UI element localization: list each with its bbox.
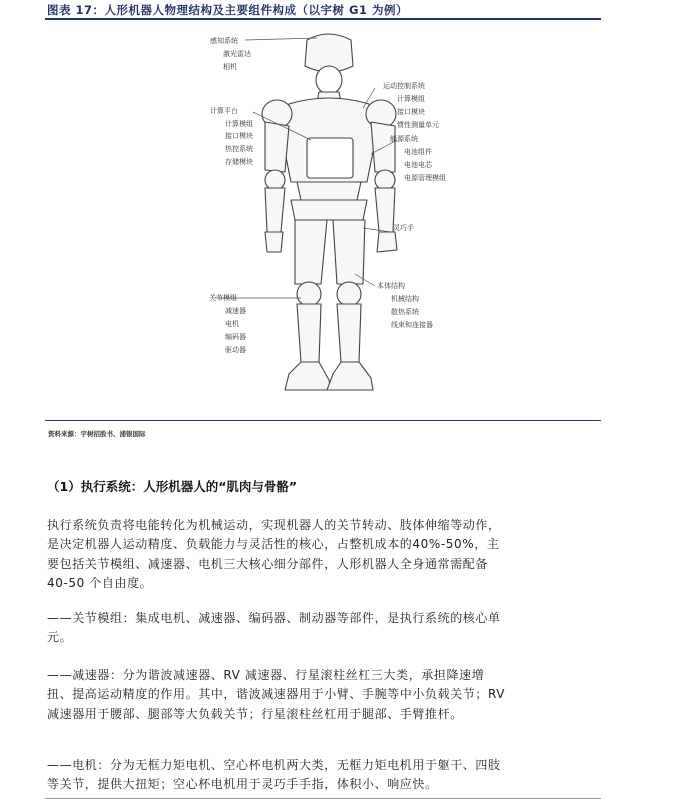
paragraph-actuation-overview: 执行系统负责将电能转化为机械运动，实现机器人的关节转动、肢体伸缩等动作，是决定机器人运动精度、负载能力与灵活性的核心，占整机成本的40%-50%，主要包括关节模组、减速器、电机三大核心细分部件，人形机器人全身通常需配备 40-50 个自由度。 xyxy=(47,518,501,590)
label-motion-control: 运动控制系统 xyxy=(383,82,425,90)
robot-face xyxy=(316,66,342,94)
robot-right-hand xyxy=(377,232,397,252)
robot-right-forearm xyxy=(375,188,395,232)
robot-left-elbow xyxy=(265,170,285,190)
label-harness-connector: 线束和连接器 xyxy=(391,321,433,329)
figure-title: 图表 17：人形机器人物理结构及主要组件构成（以宇树 G1 为例） xyxy=(47,3,408,17)
label-lidar: 激光雷达 xyxy=(223,50,251,58)
robot-right-thigh xyxy=(333,220,365,284)
robot-hip xyxy=(291,200,367,220)
label-motor: 电机 xyxy=(225,320,239,328)
section-heading: （1）执行系统：人形机器人的“肌肉与骨骼” xyxy=(47,479,298,494)
robot-right-upper-arm xyxy=(371,122,395,172)
label-compute-platform: 计算平台 xyxy=(210,107,238,115)
label-thermal-system: 热控系统 xyxy=(225,145,253,153)
label-driver: 驱动器 xyxy=(225,346,246,354)
robot-left-foot xyxy=(285,362,331,390)
label-body-structure: 本体结构 xyxy=(377,282,405,290)
robot-left-shin xyxy=(297,304,321,362)
robot-right-foot xyxy=(327,362,373,390)
figure-footer xyxy=(45,420,601,438)
robot-left-knee xyxy=(297,282,321,306)
label-dexterous-hand: 灵巧手 xyxy=(393,224,414,232)
bottom-rule xyxy=(45,798,601,799)
robot-figure xyxy=(45,22,601,420)
label-perception: 感知系统 xyxy=(210,37,238,45)
robot-left-upper-arm xyxy=(265,122,289,172)
paragraph-joint-module: ——关节模组：集成电机、减速器、编码器、制动器等部件，是执行系统的核心单元。 xyxy=(47,611,501,645)
label-energy-system: 能源系统 xyxy=(390,135,418,143)
label-cooling-system: 散热系统 xyxy=(391,308,419,316)
robot-right-elbow xyxy=(375,170,395,190)
robot-left-forearm xyxy=(265,188,285,232)
robot-left-thigh xyxy=(295,220,327,284)
robot-right-knee xyxy=(337,282,361,306)
label-power-management: 电源管理模组 xyxy=(404,174,446,182)
label-encoder: 编码器 xyxy=(225,333,246,341)
robot-torso-panel xyxy=(307,138,353,178)
paragraph-motor: ——电机：分为无框力矩电机、空心杯电机两大类，无框力矩电机用于躯干、四肢等关节，提供大扭矩；空心杯电机用于灵巧手手指，体积小、响应快。 xyxy=(47,758,501,792)
label-mc-compute-module: 计算模组 xyxy=(397,95,425,103)
label-mechanical-structure: 机械结构 xyxy=(391,295,419,303)
label-reducer: 减速器 xyxy=(225,307,246,315)
label-imu: 惯性测量单元 xyxy=(397,121,439,129)
label-interface-module: 接口模块 xyxy=(225,132,253,140)
robot-right-shin xyxy=(337,304,361,362)
label-battery-cell: 电池电芯 xyxy=(404,161,432,169)
figure-header xyxy=(45,0,601,20)
robot-illustration xyxy=(45,22,601,420)
robot-left-hand xyxy=(265,232,283,252)
label-joint-module: 关节模组 xyxy=(209,294,237,302)
figure-source: 资料来源：宇树招股书、浦银国际 xyxy=(48,430,146,438)
label-mc-interface-module: 接口模块 xyxy=(397,108,425,116)
robot-waist xyxy=(297,182,361,200)
label-compute-module: 计算模组 xyxy=(225,120,253,128)
paragraph-reducer: ——减速器：分为谐波减速器、RV 减速器、行星滚柱丝杠三大类，承担降速增扭、提高运动精度的作用。其中，谐波减速器用于小臂、手腕等中小负载关节；RV 减速器用于腰部、腿部等大负载关节；行星滚柱丝杠用于腿部、手臂推杆。 xyxy=(47,668,506,721)
label-storage-module: 存储模块 xyxy=(225,158,253,166)
label-camera: 相机 xyxy=(223,63,237,71)
label-battery-assembly: 电池组件 xyxy=(404,148,432,156)
